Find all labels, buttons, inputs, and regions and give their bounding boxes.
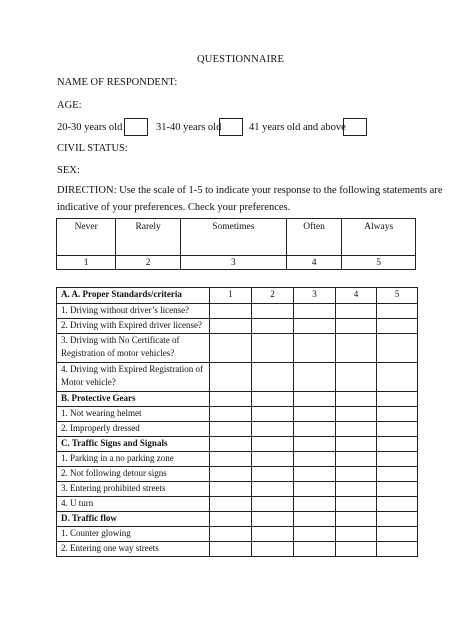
rating-cell [294,512,336,527]
section-heading-traffic-signs: C. Traffic Signs and Signals [57,437,210,452]
rating-cell[interactable] [294,422,336,437]
rating-cell[interactable] [377,482,418,497]
criteria-item-label: 1. Driving without driver’s license? [57,304,210,319]
rating-cell[interactable] [294,497,336,512]
rating-cell[interactable] [336,482,377,497]
rating-cell[interactable] [210,452,252,467]
scale-label-row [57,219,416,256]
section-row [57,392,418,407]
rating-cell [336,437,377,452]
age-label: AGE: [57,100,82,111]
rating-cell[interactable] [294,407,336,422]
rating-cell [336,392,377,407]
rating-cell[interactable] [210,407,252,422]
age-20-30-checkbox[interactable] [124,118,148,136]
criteria-row [57,452,418,467]
scale-value-5: 5 [342,256,416,270]
rating-cell[interactable] [336,334,377,363]
rating-cell[interactable] [294,334,336,363]
criteria-row [57,467,418,482]
rating-cell[interactable] [294,542,336,557]
rating-cell[interactable] [294,527,336,542]
rating-cell[interactable] [377,452,418,467]
rating-cell [294,437,336,452]
column-header-5: 5 [377,288,418,304]
rating-cell [252,512,294,527]
rating-cell [377,392,418,407]
rating-cell[interactable] [210,527,252,542]
rating-cell[interactable] [210,422,252,437]
criteria-header-row [57,288,418,304]
rating-cell[interactable] [210,497,252,512]
sex-label: SEX: [57,165,80,176]
rating-cell [377,437,418,452]
rating-cell[interactable] [336,407,377,422]
criteria-row [57,527,418,542]
rating-cell[interactable] [377,304,418,319]
rating-cell[interactable] [210,304,252,319]
scale-label-often: Often [286,219,341,256]
scale-value-4: 4 [286,256,341,270]
age-31-40-checkbox[interactable] [219,118,243,136]
rating-cell[interactable] [377,542,418,557]
rating-cell[interactable] [377,363,418,392]
criteria-item-label: 2. Entering one way streets [57,542,210,557]
criteria-item-label [57,334,210,363]
rating-cell[interactable] [210,482,252,497]
rating-cell[interactable] [377,467,418,482]
criteria-item-label: 2. Driving with Expired driver license? [57,319,210,334]
section-row [57,437,418,452]
rating-cell[interactable] [252,542,294,557]
rating-cell[interactable] [336,527,377,542]
rating-cell[interactable] [294,319,336,334]
rating-cell[interactable] [210,319,252,334]
criteria-item-label: 4. U turn [57,497,210,512]
criteria-item-label: 2. Improperly dressed [57,422,210,437]
scale-value-2: 2 [116,256,181,270]
criteria-item-label: 3. Entering prohibited streets [57,482,210,497]
criteria-item-line1: 3. Driving with No Certificate of [61,335,180,345]
criteria-row [57,497,418,512]
rating-cell[interactable] [336,363,377,392]
rating-cell[interactable] [336,452,377,467]
rating-cell [252,392,294,407]
age-option-31-40-label: 31-40 years old [156,122,222,133]
scale-value-1: 1 [57,256,116,270]
section-row [57,512,418,527]
rating-cell [294,392,336,407]
rating-cell[interactable] [377,497,418,512]
rating-cell[interactable] [336,497,377,512]
rating-cell[interactable] [377,334,418,363]
scale-label-rarely: Rarely [116,219,181,256]
rating-cell [210,392,252,407]
scale-label-never: Never [57,219,116,256]
rating-cell[interactable] [336,304,377,319]
civil-status-label: CIVIL STATUS: [57,143,128,154]
rating-cell [210,512,252,527]
criteria-item-label [57,363,210,392]
rating-cell [336,512,377,527]
criteria-table [56,287,418,557]
scale-value-row [57,256,416,270]
rating-cell[interactable] [377,407,418,422]
rating-cell[interactable] [210,542,252,557]
section-heading-protective-gears: B. Protective Gears [57,392,210,407]
rating-cell[interactable] [336,422,377,437]
column-header-4: 4 [336,288,377,304]
criteria-header-title: A. A. Proper Standards/criteria [57,288,210,304]
rating-cell[interactable] [377,527,418,542]
age-option-20-30-label: 20-30 years old [57,122,123,133]
rating-cell[interactable] [294,363,336,392]
direction-text-line2: indicative of your preferences. Check your preferences. [57,202,291,213]
criteria-row [57,482,418,497]
criteria-row [57,542,418,557]
scale-label-sometimes: Sometimes [180,219,286,256]
page-title: QUESTIONNAIRE [197,54,285,65]
rating-cell[interactable] [252,319,294,334]
rating-cell [252,437,294,452]
rating-cell[interactable] [252,527,294,542]
column-header-3: 3 [294,288,336,304]
rating-cell[interactable] [294,304,336,319]
scale-label-always: Always [342,219,416,256]
rating-cell[interactable] [336,319,377,334]
criteria-item-label: 2. Not following detour signs [57,467,210,482]
rating-cell[interactable] [210,334,252,363]
criteria-row [57,304,418,319]
criteria-item-line1: 4. Driving with Expired Registration of [61,364,203,374]
direction-text-line1: DIRECTION: Use the scale of 1-5 to indicate your response to the following statements are [57,185,443,196]
age-option-41-above-label: 41 years old and above [249,122,346,133]
criteria-item-line2: Motor vehicle? [61,377,116,387]
criteria-row [57,407,418,422]
section-heading-traffic-flow: D. Traffic flow [57,512,210,527]
criteria-row [57,319,418,334]
rating-cell [210,437,252,452]
rating-cell [377,512,418,527]
rating-cell[interactable] [210,467,252,482]
rating-cell[interactable] [252,467,294,482]
criteria-item-label: 1. Not wearing helmet [57,407,210,422]
name-of-respondent-label: NAME OF RESPONDENT: [57,77,178,88]
rating-cell[interactable] [336,542,377,557]
criteria-row [57,422,418,437]
rating-scale-table [56,218,416,270]
rating-cell[interactable] [252,334,294,363]
rating-cell[interactable] [294,467,336,482]
rating-cell[interactable] [294,452,336,467]
rating-cell[interactable] [252,422,294,437]
criteria-item-line2: Registration of motor vehicles? [61,348,175,358]
rating-cell[interactable] [377,422,418,437]
column-header-1: 1 [210,288,252,304]
criteria-item-label: 1. Counter glowing [57,527,210,542]
rating-cell[interactable] [252,304,294,319]
rating-cell[interactable] [336,467,377,482]
rating-cell[interactable] [252,497,294,512]
scale-value-3: 3 [180,256,286,270]
rating-cell[interactable] [294,482,336,497]
rating-cell[interactable] [252,363,294,392]
column-header-2: 2 [252,288,294,304]
criteria-row [57,363,418,392]
rating-cell[interactable] [252,407,294,422]
criteria-row [57,334,418,363]
age-41-above-checkbox[interactable] [343,118,367,136]
rating-cell[interactable] [377,319,418,334]
criteria-item-label: 1. Parking in a no parking zone [57,452,210,467]
rating-cell[interactable] [210,363,252,392]
rating-cell[interactable] [252,452,294,467]
rating-cell[interactable] [252,482,294,497]
